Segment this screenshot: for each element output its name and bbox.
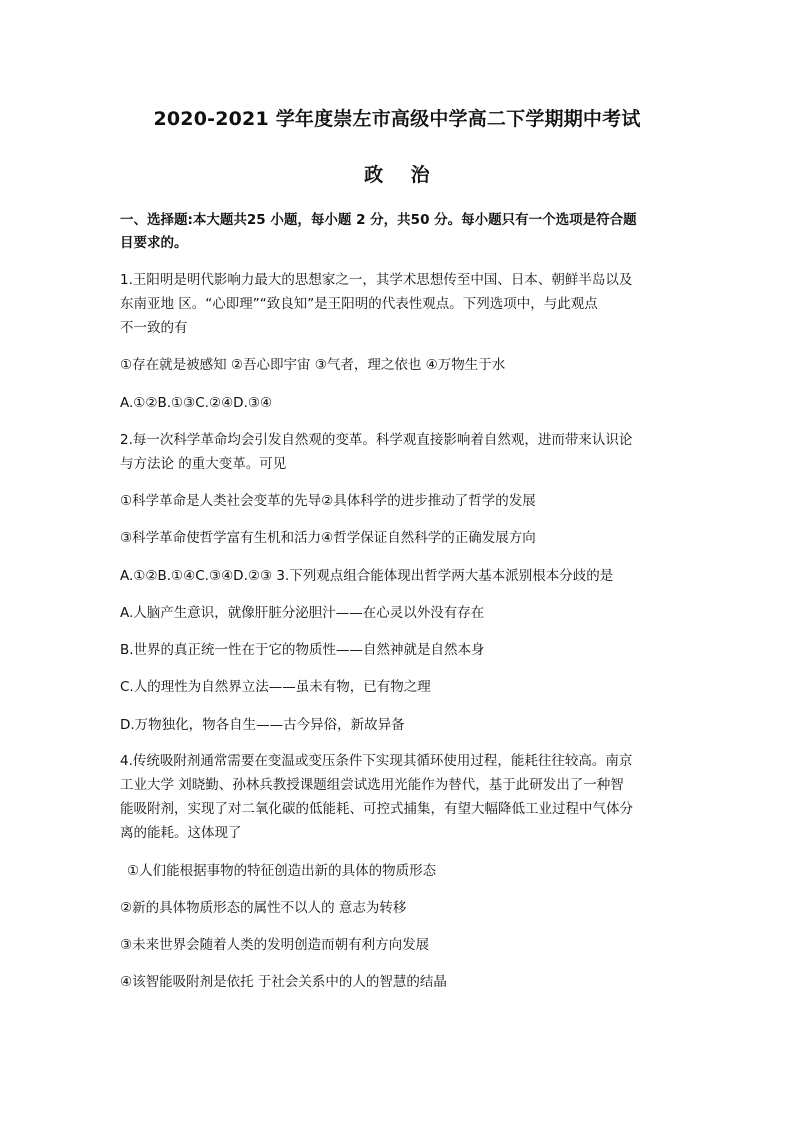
q4-stem-line-3: 能吸附剂，实现了对二氧化碳的低能耗、可控式捕集，有望大幅降低工业过程中气体分 [120, 801, 633, 817]
q1-stem-line-2: 东南亚地 区。“心即理”“致良知”是王阳明的代表性观点。下列选项中，与此观点 [120, 296, 598, 312]
q3-option-a: A.人脑产生意识，就像肝脏分泌胆汁——在心灵以外没有存在 [120, 605, 485, 621]
q2-options: A.①②B.①④C.③④D.②③ 3.下列观点组合能体现出哲学两大基本派别根本分歧的是 [120, 568, 614, 584]
q1-items: ①存在就是被感知 ②吾心即宇宙 ③气者，理之依也 ④万物生于水 [120, 357, 506, 373]
q2-stem-line-1: 2.每一次科学革命均会引发自然观的变革。科学观直接影响着自然观，进而带来认识论 [120, 432, 633, 448]
q2-item-line-2: ③科学革命使哲学富有生机和活力④哲学保证自然科学的正确发展方向 [120, 530, 536, 546]
q4-stem-line-2: 工业大学 刘晓勤、孙林兵教授课题组尝试选用光能作为替代，基于此研发出了一种智 [120, 777, 624, 793]
q4-item-1: ①人们能根据事物的特征创造出新的具体的物质形态 [127, 863, 437, 879]
q4-stem-line-4: 离的能耗。这体现了 [120, 825, 242, 841]
q4-item-2: ②新的具体物质形态的属性不以人的 意志为转移 [120, 900, 407, 916]
q1-stem-line-3: 不一致的有 [120, 320, 188, 336]
q1-stem-line-1: 1.王阳明是明代影响力最大的思想家之一，其学术思想传至中国、日本、朝鲜半岛以及 [120, 272, 633, 288]
q1-options: A.①②B.①③C.②④D.③④ [120, 395, 273, 411]
section-instruction-line-2: 目要求的。 [120, 235, 188, 251]
subject-heading: 政 治 [364, 164, 430, 186]
q3-option-c: C.人的理性为自然界立法——虽未有物，已有物之理 [120, 679, 431, 695]
q3-option-d: D.万物独化，物各自生——古今异俗，新故异备 [120, 717, 405, 733]
page-title: 2020-2021 学年度崇左市高级中学高二下学期期中考试 [153, 108, 641, 130]
q2-item-line-1: ①科学革命是人类社会变革的先导②具体科学的进步推动了哲学的发展 [120, 493, 536, 509]
section-instruction-line-1: 一、选择题:本大题共25 小题，每小题 2 分，共50 分。每小题只有一个选项是符合题 [120, 212, 637, 228]
q3-option-b: B.世界的真正统一性在于它的物质性——自然神就是自然本身 [120, 642, 485, 658]
q4-item-3: ③未来世界会随着人类的发明创造而朝有利方向发展 [120, 937, 430, 953]
q2-stem-line-2: 与方法论 的重大变革。可见 [120, 456, 287, 472]
q4-stem-line-1: 4.传统吸附剂通常需要在变温或变压条件下实现其循环使用过程，能耗往往较高。南京 [120, 753, 633, 769]
q4-item-4: ④该智能吸附剂是依托 于社会关系中的人的智慧的结晶 [120, 974, 447, 990]
